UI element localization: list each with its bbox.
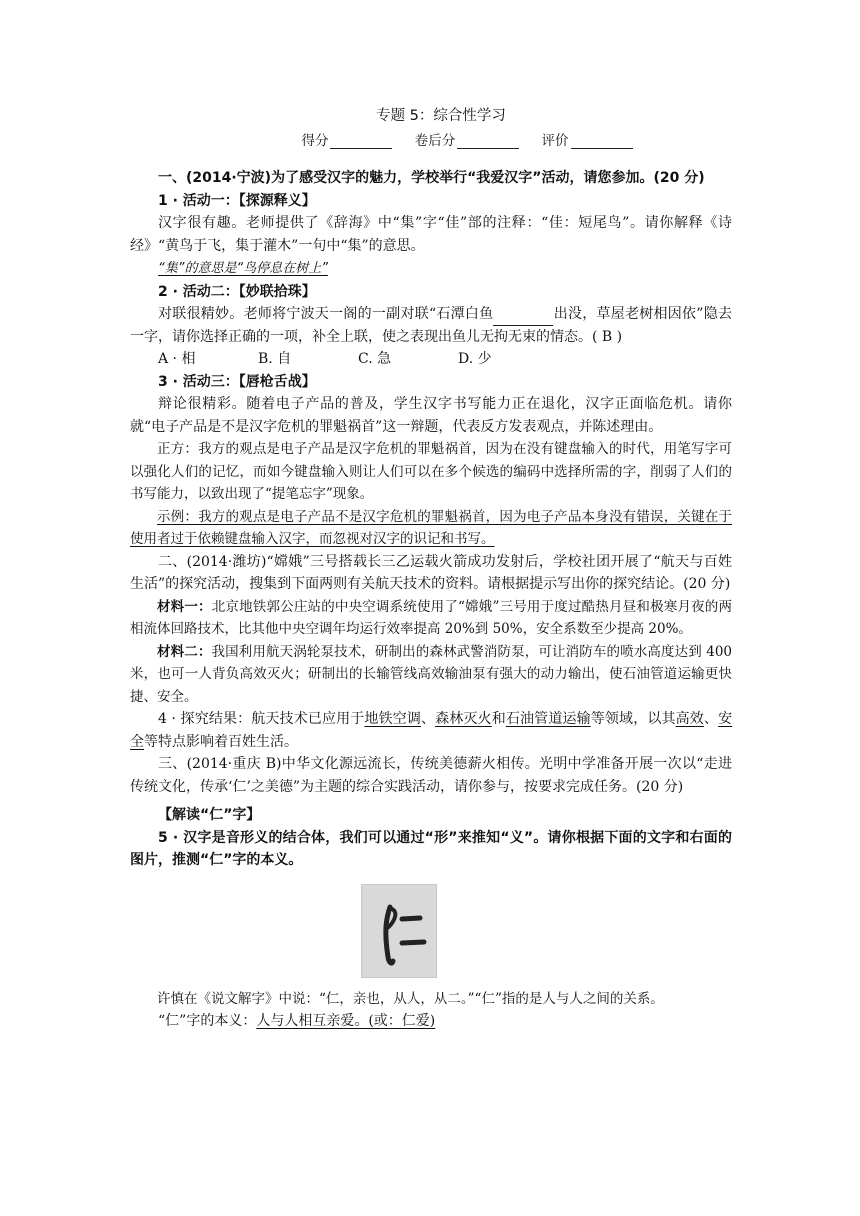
after-score-label: 卷后分 <box>414 133 456 149</box>
ren-character-image <box>361 884 437 978</box>
q4-answer-4: 高效 <box>675 711 704 727</box>
choice-a[interactable]: A · 相 <box>158 351 196 367</box>
activity1-answer: “集”的意思是“鸟停息在树上” <box>158 261 328 276</box>
section3-intro: 三、(2014·重庆 B)中华文化源远流长，传统美德薪火相传。光明中学准备开展一次以“走进传统文化，传承‘仁’之美德”为主题的综合实践活动，请你参与，按要求完成任务。(20 分) <box>130 756 732 795</box>
page-title: 专题 5：综合性学习 <box>376 108 506 124</box>
activity2-choices <box>130 348 732 371</box>
activity3-answer: 示例：我方的观点是电子产品不是汉字危机的罪魁祸首，因为电子产品本身没有错误，关键在于使用者过于依赖键盘输入汉字，而忽视对汉字的识记和书写。 <box>130 508 732 547</box>
couplet-blank[interactable] <box>493 311 553 326</box>
ren-answer: “仁”字的本义：人与人相互亲爱。(或：仁爱) <box>158 1013 436 1029</box>
choice-b[interactable]: B. 自 <box>258 351 292 367</box>
question5: 5 · 汉字是音形义的结合体，我们可以通过“形”来推知“义”。请你根据下面的文字和右面的图片，推测“仁”字的本义。 <box>130 829 732 868</box>
question4: 4 · 探究结果：航天技术已应用于地铁空调、森林灭火和石油管道运输等领域，以其高效、安全等特点影响着百姓生活。 <box>130 711 733 750</box>
activity2-heading: 2 · 活动二：【妙联拾珠】 <box>158 283 316 300</box>
section1-intro: 一、(2014·宁波)为了感受汉字的魅力，学校举行“我爱汉字”活动，请您参加。(20 分) <box>158 170 705 186</box>
activity1-heading: 1 · 活动一：【探源释义】 <box>158 192 316 209</box>
score-blank[interactable] <box>330 134 392 149</box>
activity2-text: 对联很精妙。老师将宁波天一阁的一副对联“石潭白鱼 出没，草屋老树相因依”隐去一字，请你选择正确的一项，补全上联，使之表现出鱼儿无拘无束的情态。( B ) <box>130 306 732 345</box>
material1: 材料一：北京地铁郭公庄站的中央空调系统使用了“嫦娥”三号用于度过酷热月昼和极寒月夜的两相流体回路技术，比其他中央空调年均运行效率提高 20%到 50%，安全系数至少提高 20%。 <box>130 598 732 637</box>
activity3-pro: 正方：我方的观点是电子产品是汉字危机的罪魁祸首，因为在没有键盘输入的时代，用笔写字可以强化人们的记忆，而如今键盘输入则让人们可以在多个候选的编码中选择所需的字，削弱了人们的书写能力，以致出现了“提笔忘字”现象。 <box>130 441 732 502</box>
activity3-heading: 3 · 活动三：【唇枪舌战】 <box>158 373 316 390</box>
evaluation-blank[interactable] <box>571 134 633 149</box>
q4-answer-2: 森林灭火 <box>435 711 492 727</box>
document-page <box>130 104 732 1033</box>
section3-subheading: 【解读“仁”字】 <box>158 807 261 823</box>
score-label: 得分 <box>301 133 329 149</box>
ren-glyph-icon <box>362 885 436 977</box>
after-score-blank[interactable] <box>457 134 519 149</box>
activity3-text: 辩论很精彩。随着电子产品的普及，学生汉字书写能力正在退化，汉字正面临危机。请你就“电子产品是不是汉字危机的罪魁祸首”这一辩题，代表反方发表观点，并陈述理由。 <box>130 396 732 435</box>
evaluation-label: 评价 <box>541 133 569 149</box>
q4-answer-1: 地铁空调 <box>364 711 421 727</box>
score-line <box>130 129 732 149</box>
section2-intro: 二、(2014·潍坊)“嫦娥”三号搭载长三乙运载火箭成功发射后，学校社团开展了“航天与百姓生活”的探究活动，搜集到下面两则有关航天技术的资料。请根据提示写出你的探究结论。(20 分) <box>130 553 732 592</box>
shuowen-text: 许慎在《说文解字》中说：“仁，亲也，从人，从二。”“仁”指的是人与人之间的关系。 <box>157 990 664 1007</box>
choice-c[interactable]: C. 急 <box>358 351 392 367</box>
activity1-text: 汉字很有趣。老师提供了《辞海》中“集”字“佳”部的注释：“佳：短尾鸟”。请你解释《诗经》“黄鸟于飞，集于灌木”一句中“集”的意思。 <box>130 215 732 254</box>
q4-answer-3: 石油管道运输 <box>505 711 591 727</box>
material2: 材料二：我国利用航天涡轮泵技术，研制出的森林武警消防泵，可让消防车的喷水高度达到 400 米，也可一人背负高效灭火；研制出的长输管线高效输油泵有强大的动力输出，使石油管道运输更快捷、安全。 <box>130 643 732 705</box>
q4-answer-5: 安全 <box>130 711 733 750</box>
choice-d[interactable]: D. 少 <box>458 351 492 367</box>
